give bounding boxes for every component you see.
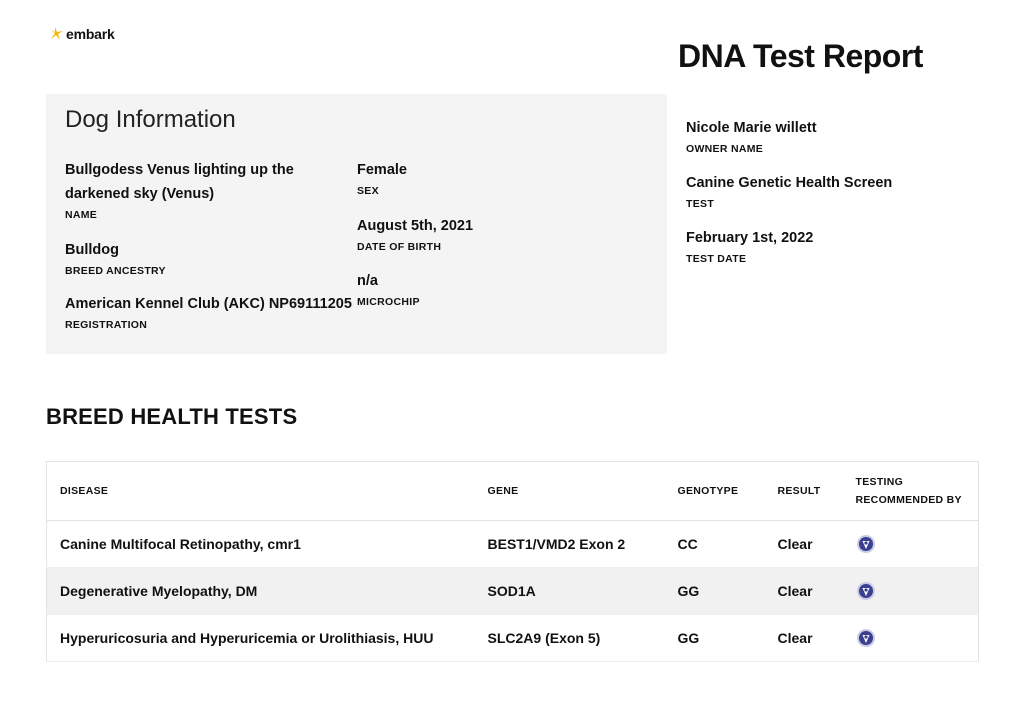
test-value: Canine Genetic Health Screen — [686, 175, 893, 191]
gene-cell: SLC2A9 (Exon 5) — [487, 630, 601, 646]
column-header-genotype: GENOTYPE — [665, 462, 765, 521]
genotype-cell: GG — [677, 630, 700, 646]
column-header-gene: GENE — [475, 462, 665, 521]
date-of-birth-label: DATE OF BIRTH — [357, 241, 442, 253]
breed-health-tests-table — [46, 461, 979, 662]
test-date-field — [686, 226, 986, 266]
test-date-value: February 1st, 2022 — [686, 230, 814, 246]
recommended-header-line2: RECOMMENDED BY — [855, 494, 962, 506]
club-badge-icon[interactable] — [856, 534, 876, 554]
genotype-cell: GG — [665, 568, 765, 615]
sex-value: Female — [357, 162, 407, 178]
dog-name-label: NAME — [65, 209, 98, 221]
registration-value: American Kennel Club (AKC) NP69111205 — [65, 296, 352, 312]
club-badge-icon[interactable] — [856, 628, 876, 648]
table-row — [47, 521, 979, 568]
genotype-cell: CC — [677, 536, 698, 552]
recommended-by-cell — [843, 615, 979, 662]
breed-ancestry-value: Bulldog — [65, 242, 119, 258]
column-header-result: RESULT — [765, 462, 843, 521]
disease-cell: Canine Multifocal Retinopathy, cmr1 — [60, 536, 301, 552]
date-of-birth-value: August 5th, 2021 — [357, 218, 474, 234]
embark-logo[interactable] — [48, 26, 115, 42]
sex-field — [357, 158, 637, 198]
test-field — [686, 171, 986, 211]
microchip-field — [357, 269, 637, 309]
date-of-birth-field — [357, 214, 637, 254]
sex-label: SEX — [357, 185, 379, 197]
registration-label: REGISTRATION — [65, 319, 148, 331]
microchip-label: MICROCHIP — [357, 296, 420, 308]
breed-ancestry-label: BREED ANCESTRY — [65, 265, 166, 277]
gene-cell: BEST1/VMD2 Exon 2 — [487, 536, 626, 552]
disease-cell: Hyperuricosuria and Hyperuricemia or Urolithiasis, HUU — [60, 630, 434, 646]
owner-name-label: OWNER NAME — [686, 143, 764, 155]
table-header-row — [47, 462, 979, 521]
club-badge-icon[interactable] — [856, 581, 876, 601]
owner-name-field — [686, 116, 986, 156]
dog-information-title: Dog Information — [65, 106, 236, 133]
owner-name-value: Nicole Marie willett — [686, 120, 817, 136]
registration-field — [65, 292, 365, 332]
dog-name-field — [65, 158, 325, 222]
dog-information-panel — [46, 94, 667, 354]
disease-cell: Degenerative Myelopathy, DM — [47, 568, 475, 615]
breed-health-tests-title: BREED HEALTH TESTS — [46, 404, 298, 429]
result-cell: Clear — [777, 630, 813, 646]
report-title: DNA Test Report — [678, 38, 923, 74]
column-header-disease: DISEASE — [47, 462, 475, 521]
dog-name-value: Bullgodess Venus lighting up the darkened sky (Venus) — [65, 162, 294, 202]
column-header-recommended-by — [843, 462, 979, 521]
gene-cell: SOD1A — [475, 568, 665, 615]
microchip-value: n/a — [357, 273, 378, 289]
breed-ancestry-field — [65, 238, 355, 278]
result-cell: Clear — [777, 536, 813, 552]
test-date-label: TEST DATE — [686, 253, 747, 265]
embark-star-icon — [48, 26, 64, 42]
logo-text: embark — [66, 26, 115, 42]
table-row — [47, 568, 979, 615]
table-row — [47, 615, 979, 662]
recommended-header-line1: TESTING — [855, 476, 904, 488]
test-label: TEST — [686, 198, 715, 210]
result-cell: Clear — [765, 568, 843, 615]
recommended-by-cell — [843, 521, 979, 568]
recommended-by-cell — [843, 568, 979, 615]
